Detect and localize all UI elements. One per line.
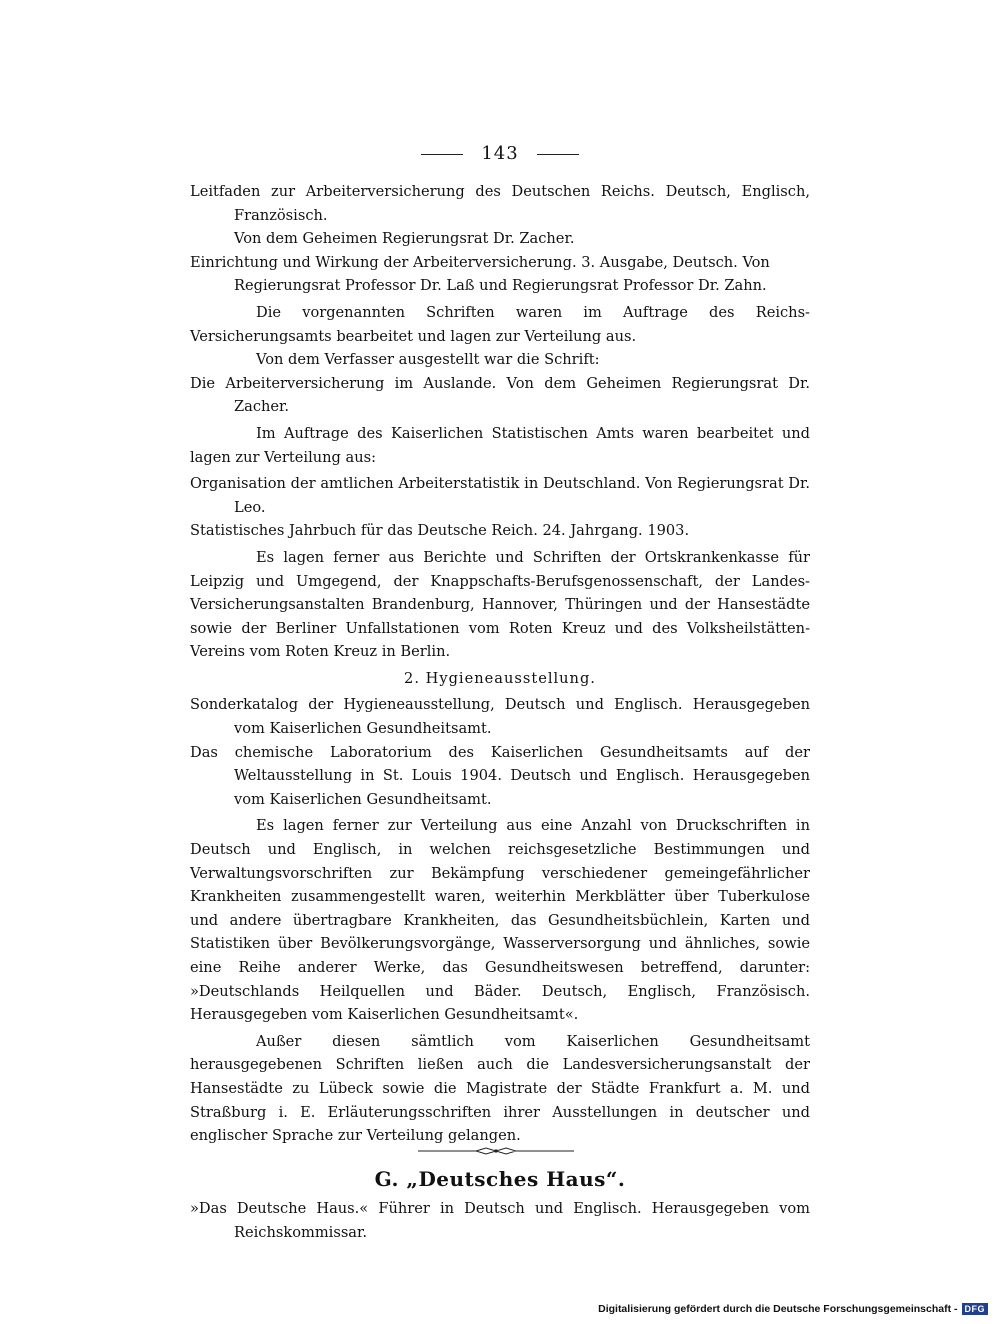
page-body xyxy=(190,180,810,1245)
bibliography-entry: Die Arbeiterversicherung im Auslande. Von dem Geheimen Regierungsrat Dr. Zacher. xyxy=(190,374,810,416)
bibliography-entry: Sonderkatalog der Hygieneausstellung, Deutsch und Englisch. Herausgegeben vom Kaiserlichen Gesundheitsamt. xyxy=(190,696,810,738)
footer-text: Digitalisierung gefördert durch die Deutsche Forschungsgemeinschaft - xyxy=(598,1303,958,1315)
page-number: 143 xyxy=(481,143,519,164)
paragraph: Die vorgenannten Schriften waren im Auftrage des Reichs-Versicherungsamts bearbeitet und lagen zur Verteilung aus. xyxy=(190,303,810,345)
section-heading-g: G. „Deutsches Haus“. xyxy=(374,1166,626,1191)
paragraph: Im Auftrage des Kaiserlichen Statistischen Amts waren bearbeitet und lagen zur Verteilung aus: xyxy=(190,424,810,466)
bibliography-entry: Organisation der amtlichen Arbeiterstatistik in Deutschland. Von Regierungsrat Dr. Leo. xyxy=(190,475,810,516)
bibliography-entry: Leitfaden zur Arbeiterversicherung des Deutschen Reichs. Deutsch, Englisch, Französisch. Von dem Geheimen Regierungsrat Dr. Zacher. xyxy=(190,183,810,248)
paragraph: Es lagen ferner aus Berichte und Schriften der Ortskrankenkasse für Leipzig und Umgegend, der Knappschafts-Berufsgenossenschaft, der Landes-Versicherungsanstalten Brandenburg, Hannover, Thüringen und der Hansestädte sowie der Berliner Unfallstationen vom Roten Kreuz und des Volksheilstätten-Vereins vom Roten Kreuz in Berlin. xyxy=(190,548,810,661)
bibliography-entry: Statistisches Jahrbuch für das Deutsche Reich. 24. Jahrgang. 1903. xyxy=(190,522,690,540)
page-number-line xyxy=(0,143,1000,164)
bibliography-entry: »Das Deutsche Haus.« Führer in Deutsch und Englisch. Herausgegeben vom Reichskommissar. xyxy=(190,1200,810,1241)
right-rule xyxy=(537,154,579,155)
section-heading: 2. Hygieneausstellung. xyxy=(404,669,596,687)
paragraph: Es lagen ferner zur Verteilung aus eine Anzahl von Druckschriften in Deutsch und Englisch, in welchen reichsgesetzliche Bestimmungen und Verwaltungsvorschriften zur Bekämpfung verschiedener gemeingefährlicher Krankheiten zusammengestellt waren, weiterhin Merkblätter über Tuberkulose und andere übertragbare Krankheiten, das Gesundheitsbüchlein, Karten und Statistiken über Bevölkerungsvorgänge, Wasserversorgung und ähnliches, sowie eine Reihe anderer Werke, das Gesundheitswesen betreffend, darunter: »Deutschlands Heilquellen und Bäder. Deutsch, Englisch, Französisch. Herausgegeben vom Kaiserlichen Gesundheitsamt«. xyxy=(190,817,810,1024)
bibliography-entry: Das chemische Laboratorium des Kaiserlichen Gesundheitsamts auf der Weltausstellung in St. Louis 1904. Deutsch und Englisch. Herausgegeben vom Kaiserlichen Gesundheitsamt. xyxy=(190,743,810,808)
bibliography-entry: Einrichtung und Wirkung der Arbeiterversicherung. 3. Ausgabe, Deutsch. Von Regierungsrat Professor Dr. Laß und Regierungsrat Professor Dr. Zahn. xyxy=(190,253,770,295)
dfg-logo: DFG xyxy=(962,1303,989,1315)
ornament-divider xyxy=(418,1146,574,1156)
digitization-footer xyxy=(598,1303,988,1315)
paragraph: Von dem Verfasser ausgestellt war die Schrift: xyxy=(256,351,600,369)
paragraph: Außer diesen sämtlich vom Kaiserlichen Gesundheitsamt herausgegebenen Schriften ließen auch die Landesversicherungsanstalt der Hansestädte zu Lübeck sowie die Magistrate der Städte Frankfurt a. M. und Straßburg i. E. Erläuterungsschriften ihrer Ausstellungen in deutscher und englischer Sprache zur Verteilung gelangen. xyxy=(190,1032,810,1145)
left-rule xyxy=(421,154,463,155)
